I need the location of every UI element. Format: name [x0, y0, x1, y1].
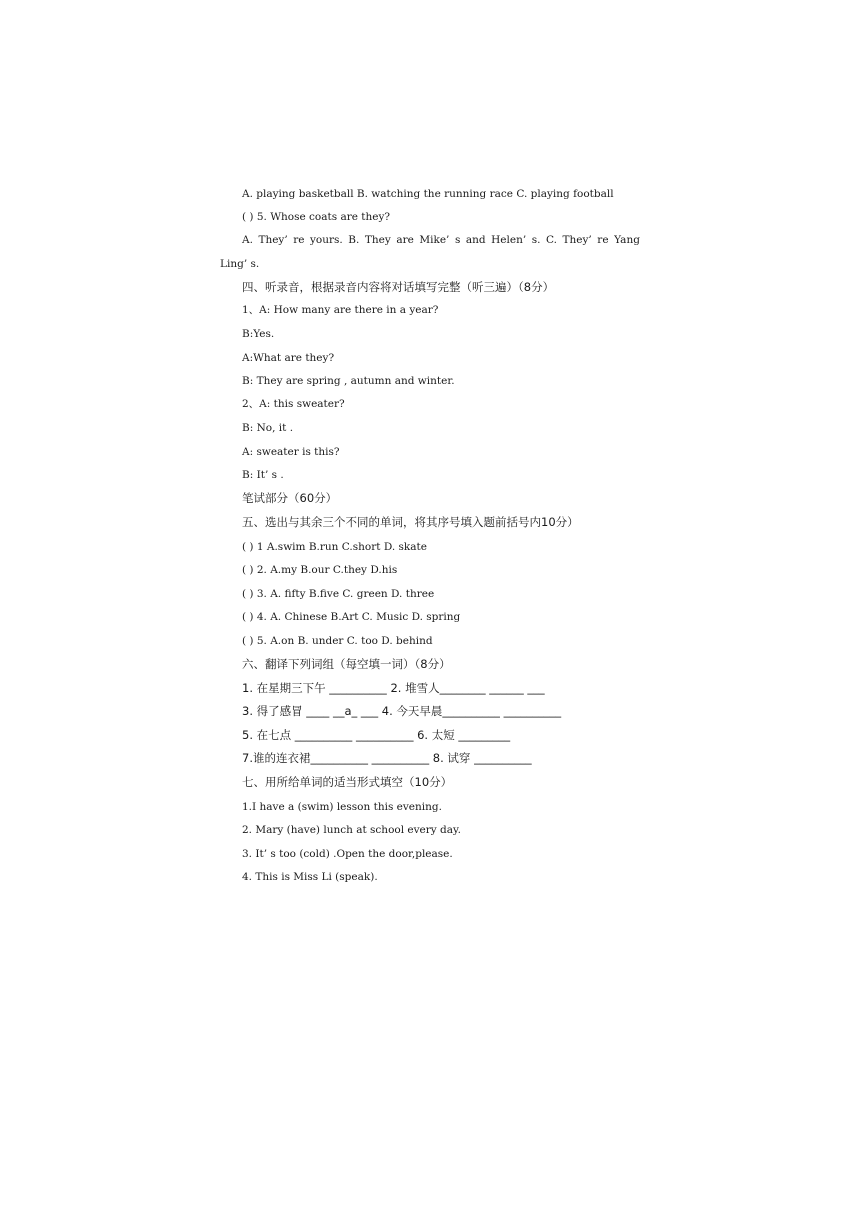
- section-7-item-3: 3. It’ s too (cold) .Open the door,please.: [242, 848, 453, 860]
- word: Mike’: [419, 234, 450, 246]
- section-5-item-5: ( ) 5. A.on B. under C. too D. behind: [242, 635, 433, 647]
- section-7-heading: 七、用所给单词的适当形式填空（10分）: [242, 775, 453, 789]
- word: A.: [242, 234, 253, 246]
- dialogue-2-line-c: A: sweater is this?: [242, 446, 340, 458]
- dialogue-1-line-c: A:What are they?: [242, 352, 335, 364]
- word: C.: [545, 234, 557, 246]
- section-7-item-2: 2. Mary (have) lunch at school every day.: [242, 824, 461, 836]
- word: yours.: [310, 234, 343, 246]
- word: s.: [531, 234, 541, 246]
- dialogue-2-line-b: B: No, it .: [242, 422, 294, 434]
- q5-question-line: ( ) 5. Whose coats are they?: [242, 211, 391, 223]
- dialogue-1-line-a: 1、A: How many are there in a year?: [242, 304, 439, 316]
- q5-options-line: [242, 233, 640, 247]
- dialogue-1-line-d: B: They are spring , autumn and winter.: [242, 375, 455, 387]
- section-5-item-1: ( ) 1 A.swim B.run C.short D. skate: [242, 541, 427, 553]
- section-6-item-7-8: 7.谁的连衣裙__________ __________ 8. 试穿 __________: [242, 751, 532, 765]
- word: and: [465, 234, 486, 246]
- section-5-heading: 五、选出与其余三个不同的单词，将其序号填入题前括号内10分）: [242, 515, 579, 529]
- dialogue-2-line-d: B: It’ s .: [242, 469, 284, 481]
- word: re: [597, 234, 609, 246]
- word: Helen’: [491, 234, 527, 246]
- section-4-heading: 四、听录音，根据录音内容将对话填写完整（听三遍）（8分）: [242, 280, 555, 294]
- word: re: [293, 234, 305, 246]
- dialogue-2-line-a: 2、A: this sweater?: [242, 398, 345, 410]
- section-5-item-2: ( ) 2. A.my B.our C.they D.his: [242, 564, 398, 576]
- word: s: [454, 234, 461, 246]
- section-6-item-5-6: 5. 在七点 __________ __________ 6. 太短 _________: [242, 728, 511, 742]
- section-7-item-1: 1.I have a (swim) lesson this evening.: [242, 801, 442, 813]
- q5-options-continuation: Ling’ s.: [220, 258, 260, 270]
- section-6-heading: 六、翻译下列词组（每空填一词）（8分）: [242, 657, 451, 671]
- section-6-item-3-4: 3. 得了感冒 ____ __a_ ___ 4. 今天早晨__________ __________: [242, 704, 562, 718]
- written-part-heading: 笔试部分（60分）: [242, 491, 338, 505]
- dialogue-1-line-b: B:Yes.: [242, 328, 275, 340]
- q4-options-line: A. playing basketball B. watching the running race C. playing football: [242, 188, 614, 200]
- section-5-item-4: ( ) 4. A. Chinese B.Art C. Music D. spring: [242, 611, 461, 623]
- section-5-item-3: ( ) 3. A. fifty B.five C. green D. three: [242, 588, 435, 600]
- word: They: [364, 234, 391, 246]
- word: B.: [348, 234, 360, 246]
- word: They’: [258, 234, 288, 246]
- word: Yang: [614, 234, 640, 246]
- section-7-item-4: 4. This is Miss Li (speak).: [242, 871, 378, 883]
- word: They’: [562, 234, 592, 246]
- section-6-item-1-2: 1. 在星期三下午 __________ 2. 堆雪人________ ______ ___: [242, 681, 545, 695]
- word: are: [396, 234, 414, 246]
